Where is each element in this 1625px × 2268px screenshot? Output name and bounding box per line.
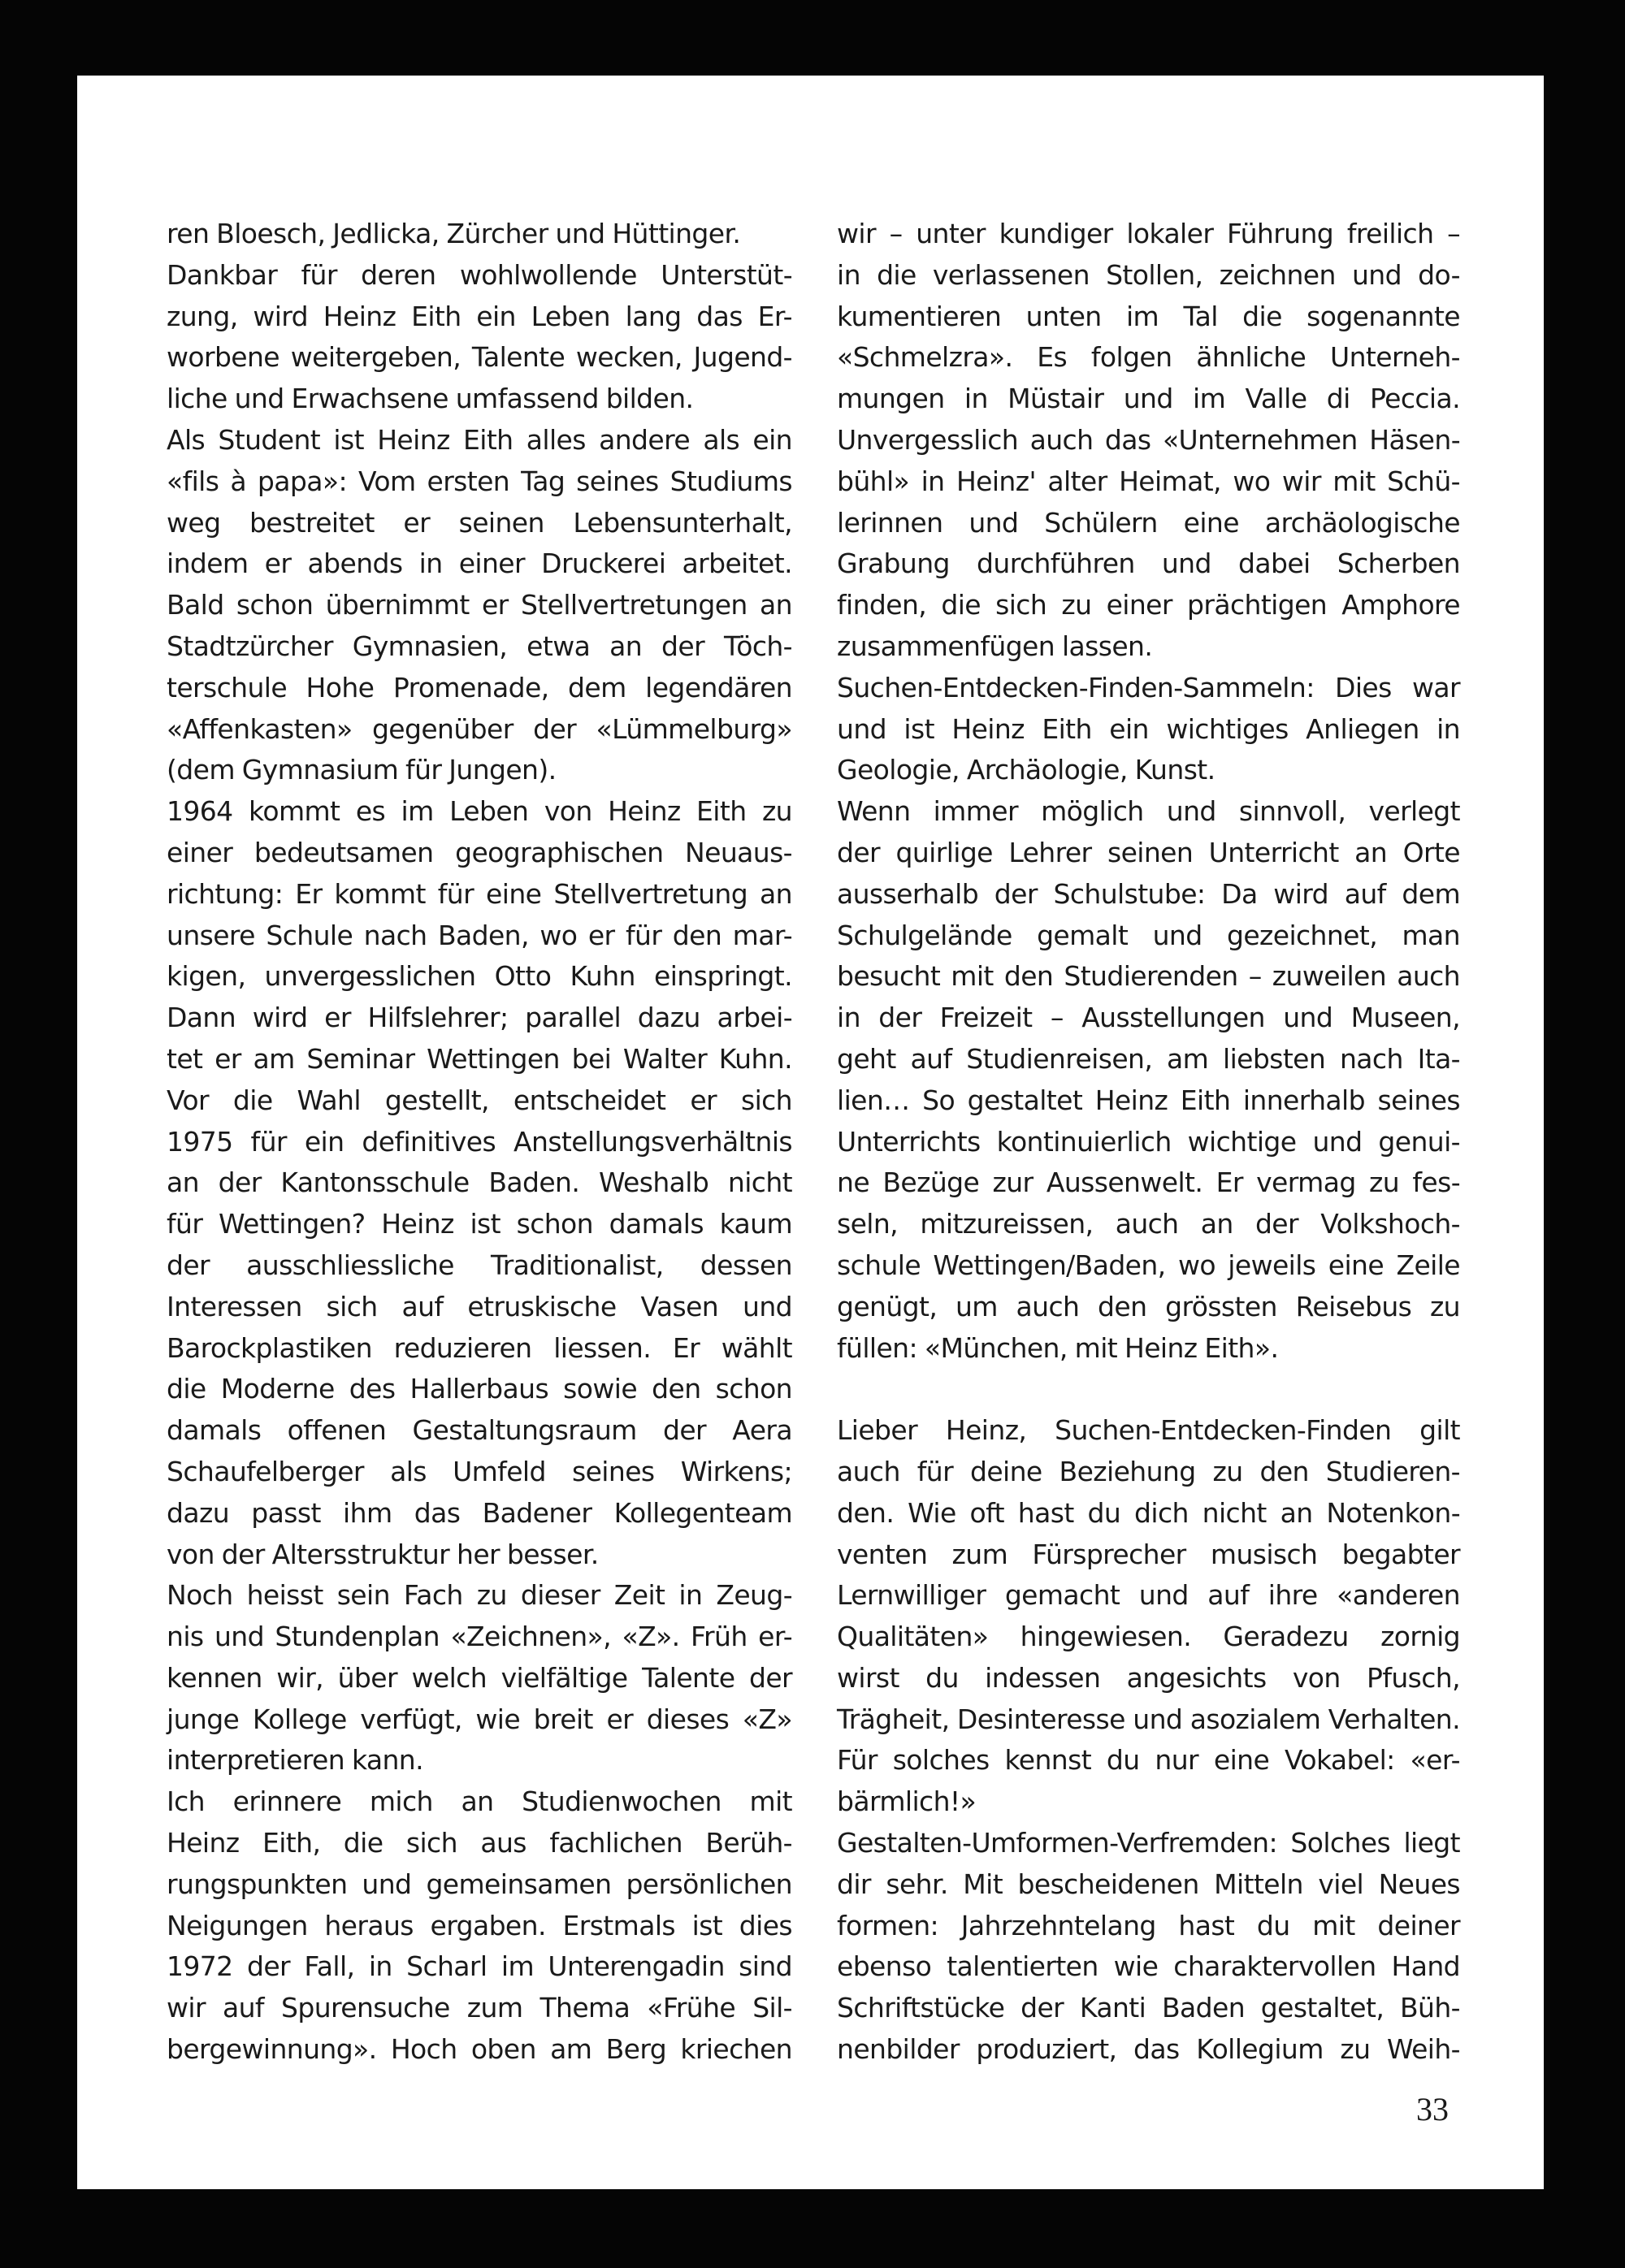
text-line: die Moderne des Hallerbaus sowie den schon bbox=[167, 1373, 792, 1405]
text-line: 1972 der Fall, in Scharl im Unterengadin sind bbox=[167, 1950, 792, 1983]
text-line: dazu passt ihm das Badener Kollegenteam bbox=[167, 1496, 792, 1529]
text-line: zung, wird Heinz Eith ein Leben lang das Er- bbox=[167, 300, 792, 332]
text-line: Für solches kennst du nur eine Vokabel: «er- bbox=[837, 1744, 1460, 1777]
text-line: wir – unter kundiger lokaler Führung freilich – bbox=[837, 218, 1460, 249]
text-line: an der Kantonsschule Baden. Weshalb nicht bbox=[167, 1166, 792, 1199]
text-line: Als Student ist Heinz Eith alles andere als ein bbox=[167, 423, 792, 456]
text-line: ren Bloesch, Jedlicka, Zürcher und Hüttinger. bbox=[167, 218, 741, 249]
text-line: bärmlich!» bbox=[837, 1785, 977, 1818]
text-line: Qualitäten» hingewiesen. Geradezu zornig bbox=[837, 1621, 1460, 1653]
text-line: finden, die sich zu einer prächtigen Amphore bbox=[837, 589, 1460, 621]
text-line: Schulgelände gemalt und gezeichnet, man bbox=[837, 919, 1460, 951]
text-line: seln, mitzureissen, auch an der Volkshoch- bbox=[837, 1208, 1460, 1240]
text-line: Unterrichts kontinuierlich wichtige und genui- bbox=[837, 1125, 1460, 1158]
text-line: interpretieren kann. bbox=[167, 1744, 424, 1777]
text-line: füllen: «München, mit Heinz Eith». bbox=[837, 1331, 1279, 1364]
text-line: Barockplastiken reduzieren liessen. Er wählt bbox=[167, 1331, 792, 1364]
text-line: Ich erinnere mich an Studienwochen mit bbox=[167, 1785, 792, 1818]
text-line: formen: Jahrzehntelang hast du mit deiner bbox=[837, 1909, 1460, 1941]
text-line: bergewinnung». Hoch oben am Berg kriechen bbox=[167, 2033, 792, 2066]
text-line: lerinnen und Schülern eine archäologische bbox=[837, 506, 1460, 539]
text-line: auch für deine Beziehung zu den Studieren- bbox=[837, 1455, 1460, 1487]
text-line: Interessen sich auf etruskische Vasen und bbox=[167, 1290, 792, 1322]
text-line: worbene weitergeben, Talente wecken, Jugend- bbox=[167, 341, 792, 374]
text-line: zusammenfügen lassen. bbox=[837, 630, 1153, 662]
text-line: «fils à papa»: Vom ersten Tag seines Studiums bbox=[167, 465, 792, 497]
text-line: weg bestreitet er seinen Lebensunterhalt, bbox=[167, 506, 792, 539]
text-line: Dann wird er Hilfslehrer; parallel dazu arbei- bbox=[167, 1002, 792, 1034]
text-line: von der Altersstruktur her besser. bbox=[167, 1538, 599, 1570]
text-line: Unvergesslich auch das «Unternehmen Häsen- bbox=[837, 423, 1460, 456]
text-line: schule Wettingen/Baden, wo jeweils eine Zeile bbox=[837, 1249, 1460, 1281]
text-line: Lieber Heinz, Suchen-Entdecken-Finden gilt bbox=[837, 1414, 1460, 1447]
text-line bbox=[837, 1369, 1460, 1410]
text-line: Trägheit, Desinteresse und asozialem Verhalten. bbox=[837, 1703, 1460, 1735]
text-line: in der Freizeit – Ausstellungen und Museen, bbox=[837, 1002, 1460, 1034]
text-line: Noch heisst sein Fach zu dieser Zeit in Zeug- bbox=[167, 1579, 792, 1612]
text-line: richtung: Er kommt für eine Stellvertretung an bbox=[167, 877, 792, 910]
text-line: 1964 kommt es im Leben von Heinz Eith zu bbox=[167, 795, 792, 828]
text-line: Vor die Wahl gestellt, entscheidet er sich bbox=[167, 1084, 792, 1116]
text-line: ausserhalb der Schulstube: Da wird auf dem bbox=[837, 877, 1460, 910]
text-line: «Affenkasten» gegenüber der «Lümmelburg» bbox=[167, 712, 792, 745]
text-line: unsere Schule nach Baden, wo er für den mar- bbox=[167, 919, 792, 951]
text-column-right bbox=[837, 214, 1460, 2071]
text-line: der ausschliessliche Traditionalist, dessen bbox=[167, 1249, 792, 1281]
text-line: 1975 für ein definitives Anstellungsverhältnis bbox=[167, 1125, 792, 1158]
text-line: Gestalten-Umformen-Verfremden: Solches liegt bbox=[837, 1827, 1460, 1859]
text-line: Suchen-Entdecken-Finden-Sammeln: Dies war bbox=[837, 671, 1460, 703]
text-line: terschule Hohe Promenade, dem legendären bbox=[167, 671, 792, 703]
text-line: einer bedeutsamen geographischen Neuaus- bbox=[167, 836, 792, 868]
text-line: wir auf Spurensuche zum Thema «Frühe Sil- bbox=[167, 1992, 792, 2024]
text-line: kumentieren unten im Tal die sogenannte bbox=[837, 300, 1460, 332]
text-line: damals offenen Gestaltungsraum der Aera bbox=[167, 1414, 792, 1447]
text-line: bühl» in Heinz' alter Heimat, wo wir mit Schü- bbox=[837, 465, 1460, 497]
text-line: Lernwilliger gemacht und auf ihre «anderen bbox=[837, 1579, 1460, 1612]
text-line: lien… So gestaltet Heinz Eith innerhalb seines bbox=[837, 1084, 1460, 1116]
text-line: Geologie, Archäologie, Kunst. bbox=[837, 754, 1216, 786]
text-line: Schaufelberger als Umfeld seines Wirkens; bbox=[167, 1455, 792, 1487]
text-line: ebenso talentierten wie charaktervollen Hand bbox=[837, 1950, 1460, 1983]
text-column-left bbox=[167, 214, 792, 2071]
text-line: tet er am Seminar Wettingen bei Walter Kuhn. bbox=[167, 1042, 792, 1075]
text-line: Neigungen heraus ergaben. Erstmals ist dies bbox=[167, 1909, 792, 1941]
text-line: in die verlassenen Stollen, zeichnen und do- bbox=[837, 258, 1460, 291]
text-line: nis und Stundenplan «Zeichnen», «Z». Früh er- bbox=[167, 1621, 792, 1653]
text-line: venten zum Fürsprecher musisch begabter bbox=[837, 1538, 1460, 1570]
text-line: Stadtzürcher Gymnasien, etwa an der Töch- bbox=[167, 630, 792, 662]
text-line: der quirlige Lehrer seinen Unterricht an Orte bbox=[837, 836, 1460, 868]
text-line: und ist Heinz Eith ein wichtiges Anliegen in bbox=[837, 712, 1460, 745]
text-line: «Schmelzra». Es folgen ähnliche Unterneh- bbox=[837, 341, 1460, 374]
text-line: Bald schon übernimmt er Stellvertretungen an bbox=[167, 589, 792, 621]
text-line: den. Wie oft hast du dich nicht an Notenkon- bbox=[837, 1496, 1460, 1529]
text-line: kennen wir, über welch vielfältige Talente der bbox=[167, 1661, 792, 1694]
text-line: Wenn immer möglich und sinnvoll, verlegt bbox=[837, 795, 1460, 828]
page-number: 33 bbox=[1416, 2091, 1449, 2127]
text-line: für Wettingen? Heinz ist schon damals kaum bbox=[167, 1208, 792, 1240]
text-line: genügt, um auch den grössten Reisebus zu bbox=[837, 1290, 1460, 1322]
text-line: besucht mit den Studierenden – zuweilen auch bbox=[837, 960, 1460, 993]
text-line: (dem Gymnasium für Jungen). bbox=[167, 754, 557, 786]
document-page bbox=[77, 76, 1544, 2189]
text-line: dir sehr. Mit bescheidenen Mitteln viel Neues bbox=[837, 1868, 1460, 1900]
text-line: rungspunkten und gemeinsamen persönlichen bbox=[167, 1868, 792, 1900]
text-line: nenbilder produziert, das Kollegium zu Weih- bbox=[837, 2033, 1460, 2066]
text-line: Grabung durchführen und dabei Scherben bbox=[837, 548, 1460, 580]
text-line: Heinz Eith, die sich aus fachlichen Berüh- bbox=[167, 1827, 792, 1859]
text-line: Schriftstücke der Kanti Baden gestaltet, Büh- bbox=[837, 1992, 1460, 2024]
text-line: junge Kollege verfügt, wie breit er dieses «Z» bbox=[167, 1703, 792, 1735]
text-line: geht auf Studienreisen, am liebsten nach Ita- bbox=[837, 1042, 1460, 1075]
text-line: liche und Erwachsene umfassend bilden. bbox=[167, 383, 694, 415]
text-line: indem er abends in einer Druckerei arbeitet. bbox=[167, 548, 792, 580]
text-line: ne Bezüge zur Aussenwelt. Er vermag zu fes- bbox=[837, 1166, 1460, 1199]
text-line: mungen in Müstair und im Valle di Peccia. bbox=[837, 383, 1460, 415]
text-line: kigen, unvergesslichen Otto Kuhn einspringt. bbox=[167, 960, 792, 993]
text-line: Dankbar für deren wohlwollende Unterstüt- bbox=[167, 258, 792, 291]
text-line: wirst du indessen angesichts von Pfusch, bbox=[837, 1661, 1460, 1694]
